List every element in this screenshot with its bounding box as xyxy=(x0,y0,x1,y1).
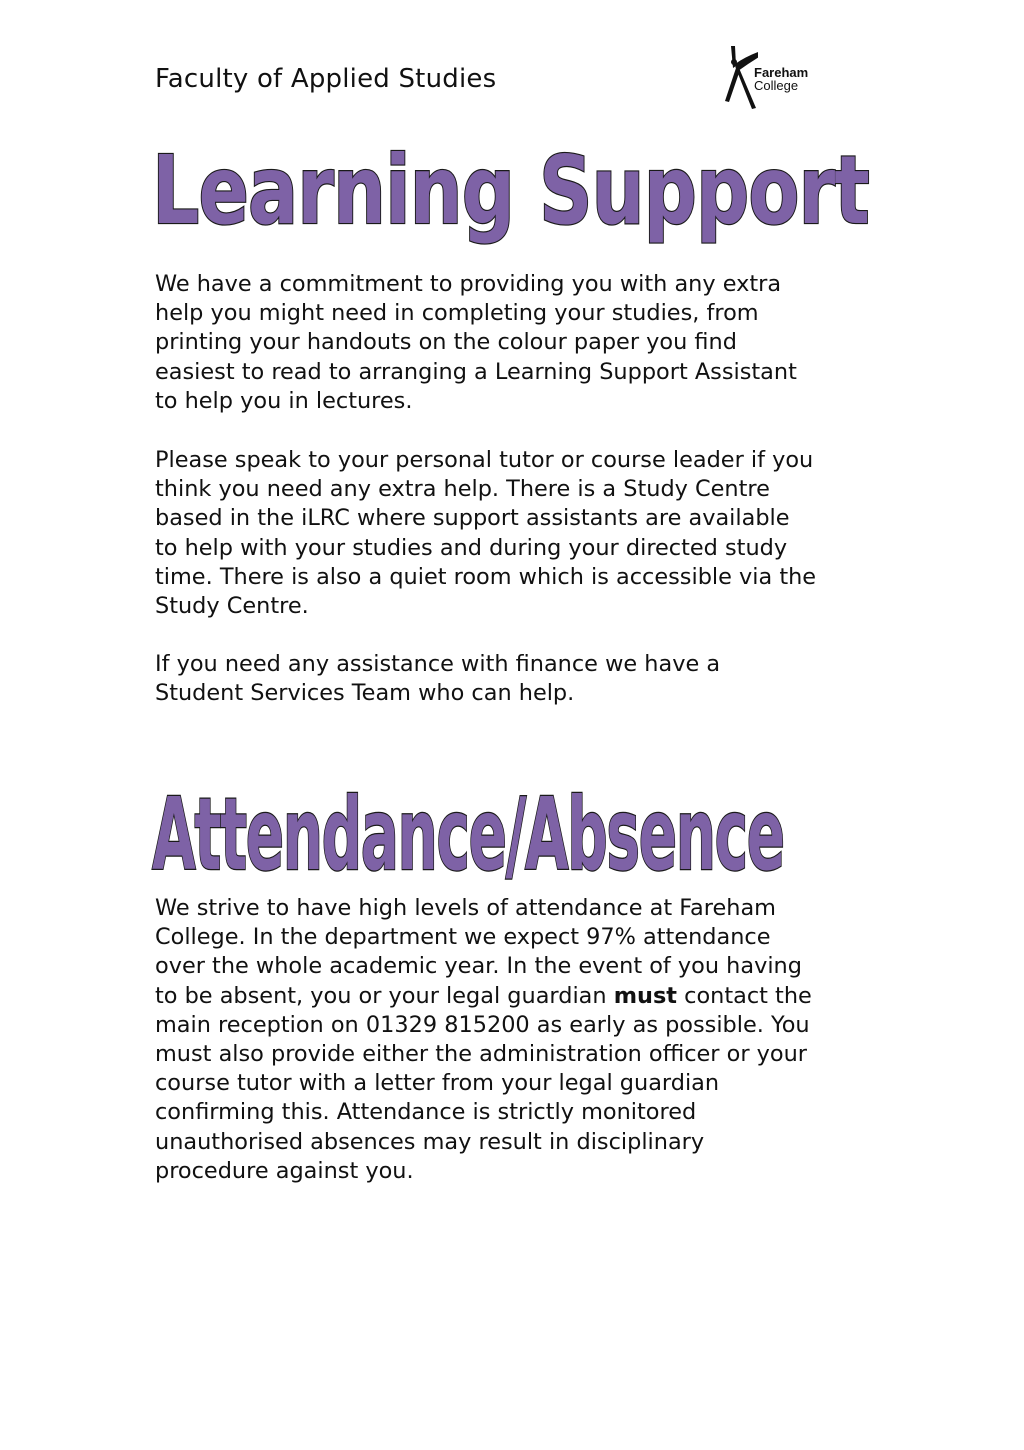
text-line: We have a commitment to providing you with any extra xyxy=(155,271,782,297)
text-line: based in the iLRC where support assistants are available xyxy=(155,505,790,532)
heading-learning-support: Learning Support xyxy=(152,135,869,246)
text-line: must also provide either the administration officer or your xyxy=(155,1041,807,1068)
text-line: confirming this. Attendance is strictly monitored xyxy=(155,1099,697,1126)
attendance-paragraph xyxy=(155,894,885,1186)
text-line: Study Centre. xyxy=(155,593,309,620)
text-line: course tutor with a letter from your legal guardian xyxy=(155,1070,720,1097)
text-line: help you might need in completing your studies, from xyxy=(155,300,759,327)
heading-attendance-absence: Attendance/Absence xyxy=(152,777,784,894)
learning-support-paragraph-2 xyxy=(155,446,885,621)
emphasis-must: must xyxy=(613,982,678,1009)
learning-support-paragraph-1 xyxy=(155,270,885,416)
text-line: Student Services Team who can help. xyxy=(155,680,575,707)
text-line: think you need any extra help. There is a Study Centre xyxy=(155,476,770,503)
fareham-college-logo-icon xyxy=(722,44,758,114)
text-fragment: contact the xyxy=(677,982,812,1009)
logo-text-college: College xyxy=(754,78,799,93)
text-line: to help with your studies and during your directed study xyxy=(155,534,788,561)
text-line: We strive to have high levels of attendance at Fareham xyxy=(155,895,776,921)
text-line: If you need any assistance with finance we have a xyxy=(155,651,721,677)
text-line: over the whole academic year. In the event of you having xyxy=(155,953,802,980)
text-line: unauthorised absences may result in disciplinary xyxy=(155,1128,705,1155)
text-line-emphasis xyxy=(155,982,885,1011)
logo-text-fareham: Fareham xyxy=(754,65,809,80)
text-line: time. There is also a quiet room which is accessible via the xyxy=(155,563,817,590)
text-line: College. In the department we expect 97% attendance xyxy=(155,924,771,951)
text-line: printing your handouts on the colour paper you find xyxy=(155,329,737,356)
text-line: Please speak to your personal tutor or course leader if you xyxy=(155,447,814,473)
text-line: easiest to read to arranging a Learning Support Assistant xyxy=(155,358,797,385)
text-line: to help you in lectures. xyxy=(155,387,413,414)
text-line: main reception on 01329 815200 as early as possible. You xyxy=(155,1011,810,1038)
learning-support-paragraph-3 xyxy=(155,650,885,708)
text-fragment: to be absent, you or your legal guardian xyxy=(155,982,614,1009)
text-line: procedure against you. xyxy=(155,1157,414,1184)
fareham-college-logo xyxy=(722,44,822,114)
faculty-title: Faculty of Applied Studies xyxy=(155,64,497,94)
